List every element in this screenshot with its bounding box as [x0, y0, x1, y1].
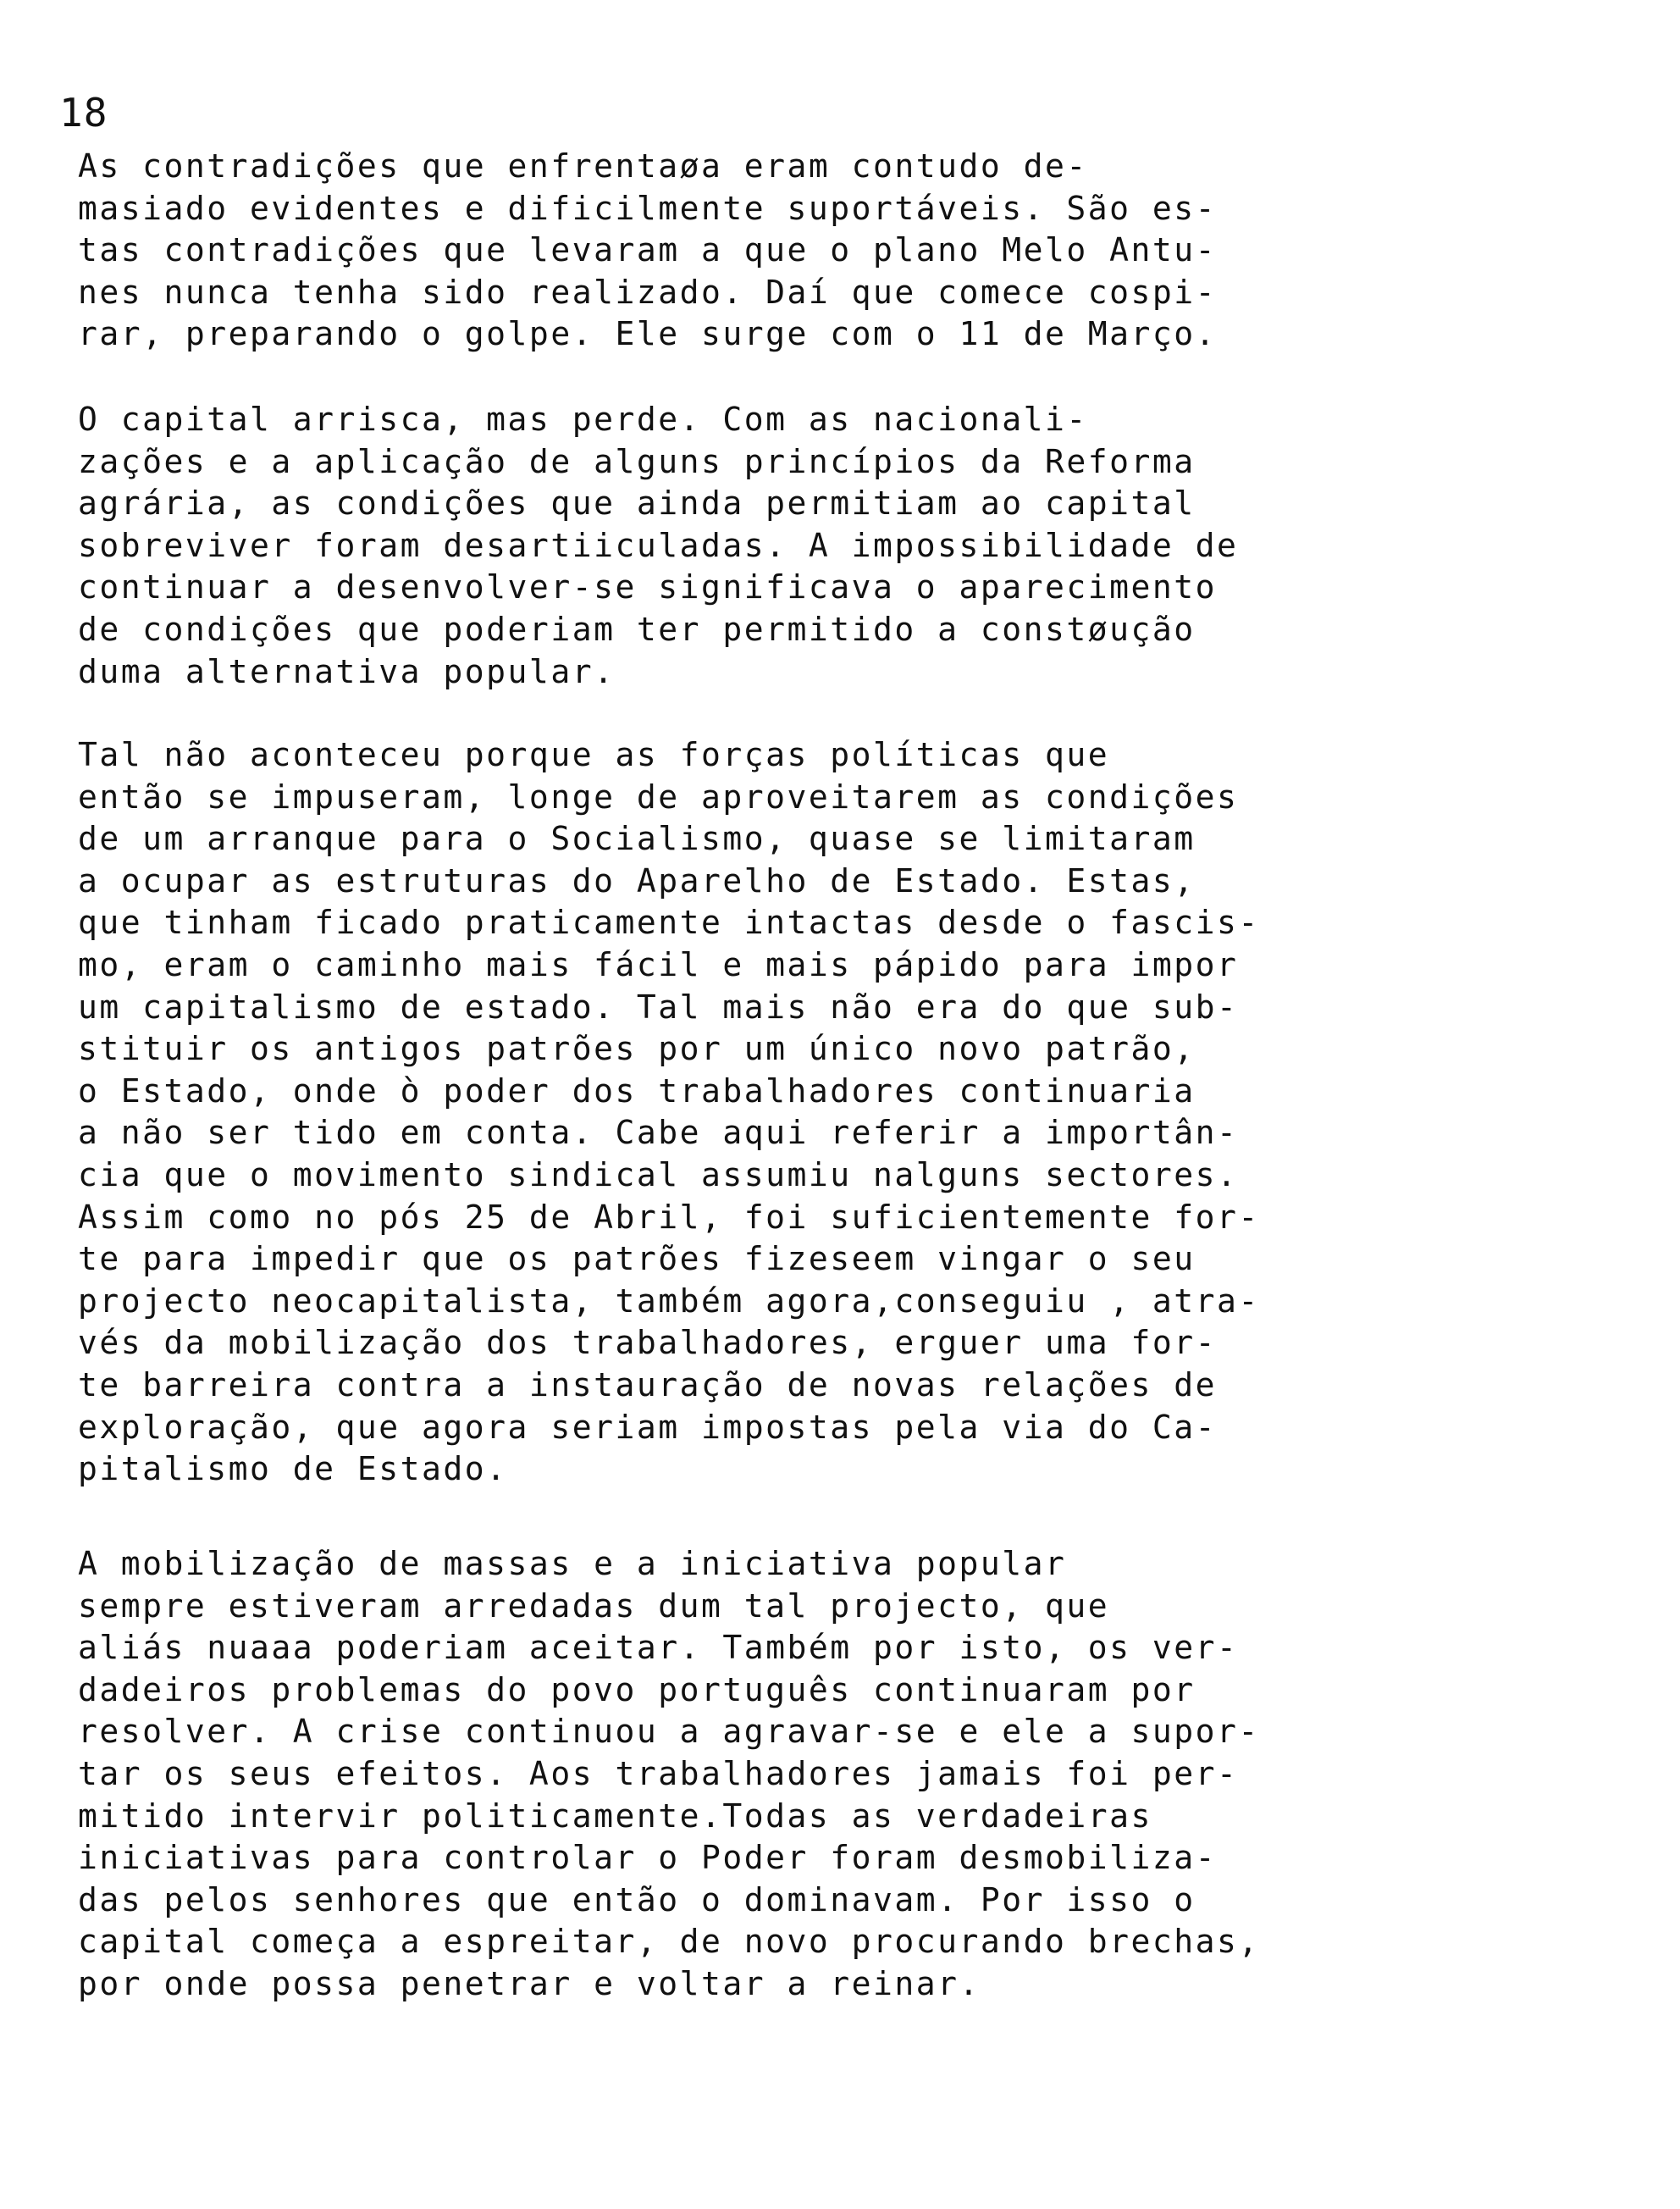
text-line: zações e a aplicação de alguns princípios da Reforma — [78, 442, 1196, 480]
text-line: mo, eram o caminho mais fácil e mais pápido para impor — [78, 945, 1239, 983]
text-line: o Estado, onde ò poder dos trabalhadores continuaria — [78, 1071, 1196, 1110]
text-line: iniciativas para controlar o Poder foram desmobiliza- — [78, 1839, 1218, 1877]
text-line: exploração, que agora seriam impostas pela via do Ca- — [78, 1408, 1218, 1446]
text-line: projecto neocapitalista, também agora,conseguiu , atra- — [78, 1282, 1260, 1320]
text-line: sobreviver foram desartiiculadas. A impossibilidade de — [78, 526, 1239, 564]
text-line: por onde possa penetrar e voltar a reinar. — [78, 1964, 981, 2002]
text-line: sempre estiveram arredadas dum tal projecto, que — [78, 1586, 1110, 1625]
text-line: tas contradições que levaram a que o plano Melo Antu- — [78, 231, 1218, 269]
text-line: agrária, as condições que ainda permitiam ao capital — [78, 484, 1196, 523]
text-line: te para impedir que os patrões fizeseem vingar o seu — [78, 1240, 1196, 1278]
text-line: então se impuseram, longe de aproveitarem as condições — [78, 778, 1239, 816]
text-line: que tinham ficado praticamente intactas desde o fascis- — [78, 904, 1260, 942]
text-line: duma alternativa popular. — [78, 652, 616, 690]
text-line: continuar a desenvolver-se significava o aparecimento — [78, 568, 1218, 606]
text-line: te barreira contra a instauração de novas relações de — [78, 1365, 1218, 1403]
text-line: a ocupar as estruturas do Aparelho de Estado. Estas, — [78, 861, 1196, 900]
paragraph-3 — [78, 734, 1260, 1491]
paragraph-2 — [78, 399, 1238, 693]
text-line: masiado evidentes e dificilmente suportáveis. São es- — [78, 189, 1218, 227]
text-line: cia que o movimento sindical assumiu nalguns sectores. — [78, 1155, 1239, 1193]
text-line: Tal não aconteceu porque as forças políticas que — [78, 736, 1110, 773]
text-line: A mobilização de massas e a iniciativa popular — [78, 1545, 1067, 1582]
text-line: de condições que poderiam ter permitido a constøução — [78, 610, 1196, 648]
text-line: stituir os antigos patrões por um único novo patrão, — [78, 1030, 1196, 1068]
text-line: vés da mobilização dos trabalhadores, erguer uma for- — [78, 1324, 1218, 1362]
text-line: de um arranque para o Socialismo, quase se limitaram — [78, 820, 1196, 858]
text-line: dadeiros problemas do povo português continuaram por — [78, 1670, 1196, 1708]
text-line: rar, preparando o golpe. Ele surge com o 11 de Março. — [78, 315, 1218, 353]
text-line: As contradições que enfrentaøa eram contudo de- — [78, 147, 1088, 185]
text-line: resolver. A crise continuou a agravar-se e ele a supor- — [78, 1713, 1260, 1751]
text-line: a não ser tido em conta. Cabe aqui referir a importân- — [78, 1114, 1239, 1152]
text-line: aliás nuaaa poderiam aceitar. Também por isto, os ver- — [78, 1629, 1239, 1667]
text-line: um capitalismo de estado. Tal mais não era do que sub- — [78, 988, 1239, 1026]
paragraph-4 — [78, 1543, 1260, 2006]
paragraph-1 — [78, 146, 1217, 356]
text-line: das pelos senhores que então o dominavam. Por isso o — [78, 1880, 1196, 1918]
text-line: tar os seus efeitos. Aos trabalhadores jamais foi per- — [78, 1754, 1239, 1792]
text-line: capital começa a espreitar, de novo procurando brechas, — [78, 1923, 1260, 1961]
page-number: 18 — [59, 90, 108, 136]
text-line: pitalismo de Estado. — [78, 1450, 508, 1488]
text-line: mitido intervir politicamente.Todas as verdadeiras — [78, 1797, 1152, 1835]
text-line: Assim como no pós 25 de Abril, foi suficientemente for- — [78, 1198, 1260, 1236]
text-line: nes nunca tenha sido realizado. Daí que comece cospi- — [78, 273, 1218, 311]
text-line: O capital arrisca, mas perde. Com as nacionali- — [78, 401, 1088, 438]
